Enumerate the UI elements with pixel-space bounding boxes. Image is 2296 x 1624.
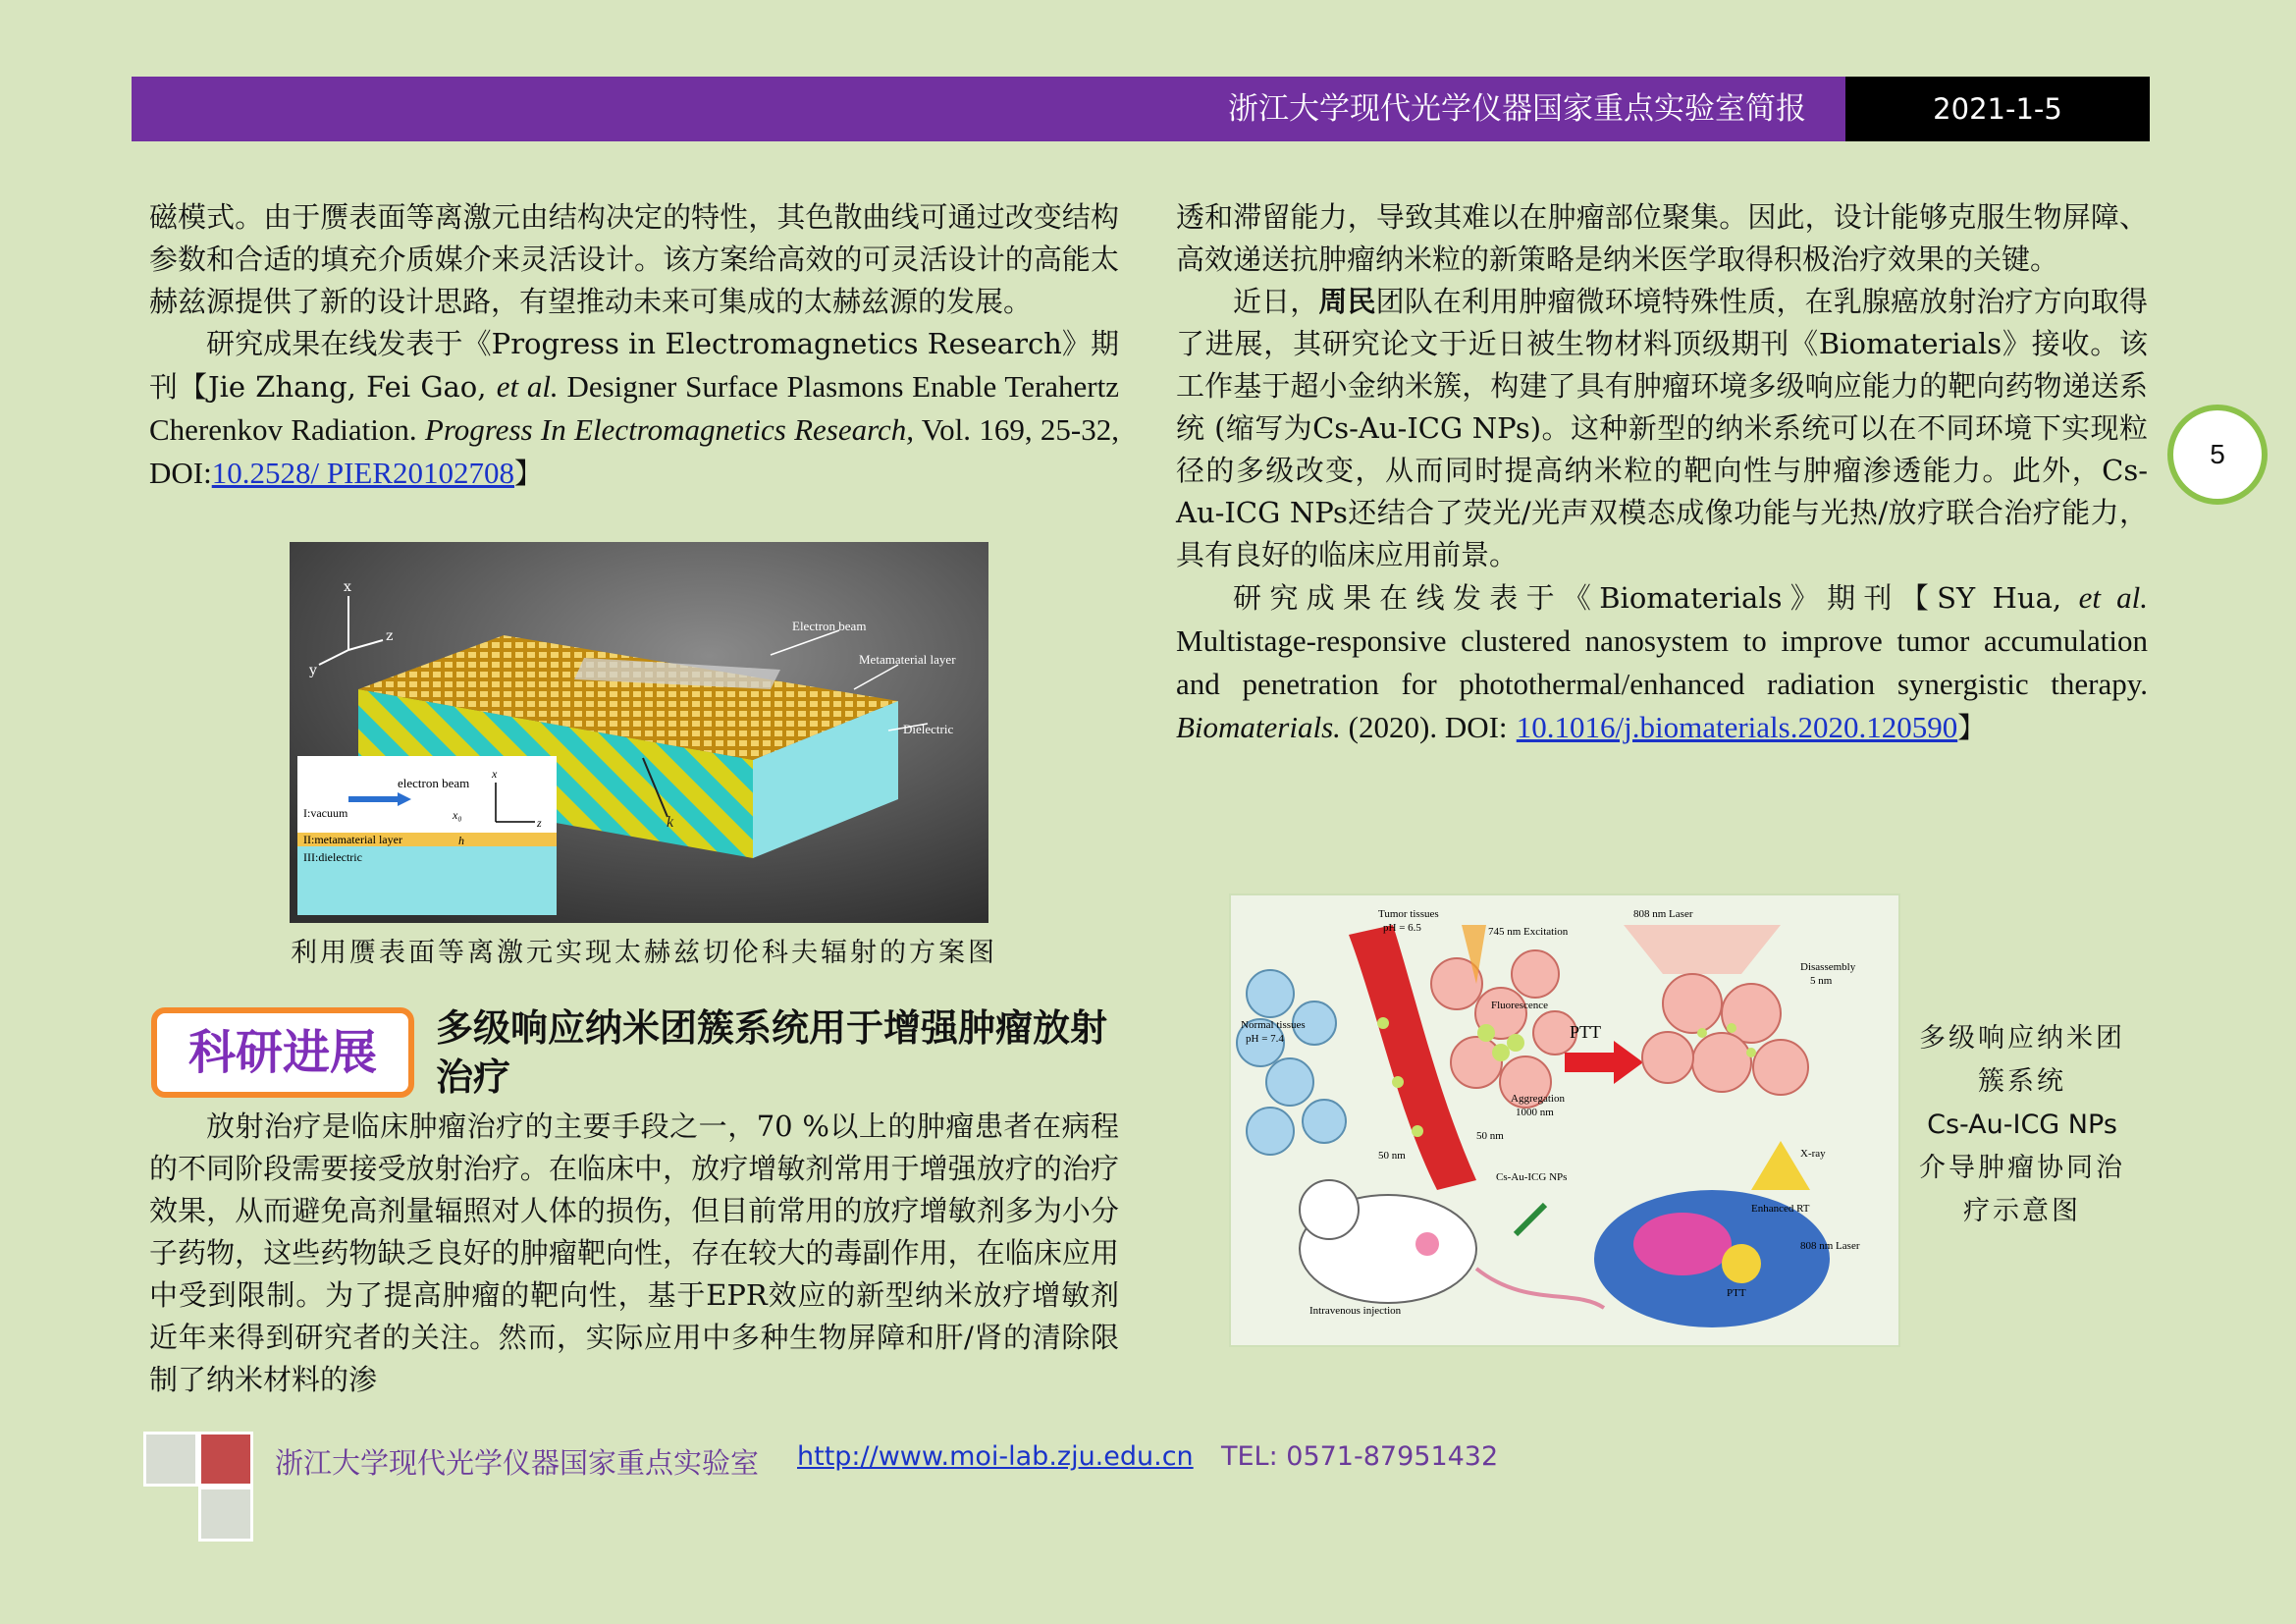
inset-axis-x: x — [492, 767, 498, 781]
label-aggregation: Aggregation — [1511, 1093, 1565, 1105]
label-fluorescence: Fluorescence — [1491, 1000, 1549, 1011]
footer-url[interactable]: http://www.moi-lab.zju.edu.cn — [797, 1441, 1194, 1472]
paragraph-text: 近日， — [1233, 285, 1319, 318]
doi-link[interactable]: 10.1016/j.biomaterials.2020.120590 — [1516, 710, 1958, 744]
label-5nm: 5 nm — [1810, 975, 1833, 987]
paragraph: 放射治疗是临床肿瘤治疗的主要手段之一，70 %以上的肿瘤患者在病程的不同阶段需要接受放射治疗。在临床中，放疗增敏剂常用于增强放疗的治疗效果，从而避免高剂量辐照对人体的损伤，但目前常用的放疗增敏剂多为小分子药物，这些药物缺乏良好的肿瘤靶向性，存在较大的毒副作用，在临床应用中受到限制。为了提高肿瘤的靶向性，基于EPR效应的新型纳米放疗增敏剂近年来得到研究者的关注。然而，实际应用中多种生物屏障和肝/肾的清除限制了纳米材料的渗 — [149, 1110, 1119, 1396]
label-xray: X-ray — [1800, 1148, 1826, 1160]
label-iv-injection: Intravenous injection — [1309, 1305, 1402, 1317]
citation-end: 】 — [514, 457, 544, 490]
caption-line: 介导肿瘤协同治 — [1919, 1153, 2125, 1183]
citation-end: 】 — [1957, 711, 1987, 744]
caption-line: 多级响应纳米团 — [1919, 1023, 2125, 1054]
axis-z-label: z — [386, 628, 394, 644]
inset-vacuum: I:vacuum — [303, 806, 348, 820]
citation-italic: et al. — [2078, 580, 2148, 615]
label-tumor-tissues: Tumor tissues — [1378, 908, 1439, 920]
header-date: 2021-1-5 — [1933, 92, 2062, 126]
inset-h: h — [458, 834, 464, 847]
citation-text: 研究成果在线发表于《Biomaterials》期刊【SY Hua, — [1233, 581, 2079, 615]
label-laser-bottom: 808 nm Laser — [1800, 1240, 1860, 1252]
label-laser-top: 808 nm Laser — [1633, 908, 1693, 920]
footer-lab-name: 浙江大学现代光学仪器国家重点实验室 — [275, 1446, 760, 1480]
label-normal-tissues: Normal tissues — [1241, 1019, 1306, 1031]
section-badge: 科研进展 — [151, 1007, 414, 1098]
side-caption — [1914, 1017, 2130, 1233]
footer-tel: TEL: 0571-87951432 — [1221, 1441, 1499, 1472]
citation-paragraph — [149, 323, 1119, 495]
inset-meta: II:metamaterial layer — [303, 833, 402, 846]
label-50nm-b: 50 nm — [1378, 1150, 1406, 1162]
citation-italic: et al. — [496, 369, 559, 404]
label-k: k — [667, 814, 674, 831]
label-ph65: pH = 6.5 — [1383, 922, 1421, 934]
citation-paragraph — [1176, 576, 2148, 749]
label-disassembly: Disassembly — [1800, 961, 1856, 973]
terahertz-schematic — [290, 542, 988, 923]
figure-caption: 利用赝表面等离激元实现太赫兹切伦科夫辐射的方案图 — [291, 938, 997, 968]
label-ptt-bottom: PTT — [1727, 1287, 1746, 1299]
doi-link[interactable]: 10.2528/ PIER20102708 — [211, 456, 515, 490]
label-enhanced-rt: Enhanced RT — [1751, 1203, 1810, 1215]
section-title: 多级响应纳米团簇系统用于增强肿瘤放射治疗 — [436, 1006, 1108, 1099]
axis-y-label: y — [309, 663, 317, 678]
footer-square — [143, 1432, 198, 1487]
label-ph74: pH = 7.4 — [1246, 1033, 1284, 1045]
page-number: 5 — [2167, 405, 2268, 505]
inset-dielectric: III:dielectric — [303, 850, 362, 864]
paragraph-text: 团队在利用肿瘤微环境特殊性质，在乳腺癌放射治疗方向取得了进展，其研究论文于近日被生物材料顶级期刊《Biomaterials》接收。该工作基于超小金纳米簇，构建了具有肿瘤环境多级响应能力的靶向药物递送系统 (缩写为Cs-Au-ICG NPs)。这种新型的纳米系统可以在不同环境下实现粒径的多级改变，从而同时提高纳米粒的靶向性与肿瘤渗透能力。此外，Cs-Au-ICG NPs还结合了荧光/光声双模态成像功能与光热/放疗联合治疗能力，具有良好的临床应用前景。 — [1176, 285, 2148, 571]
caption-line: Cs-Au-ICG NPs — [1927, 1110, 2117, 1140]
label-ptt: PTT — [1570, 1022, 1602, 1042]
footer-square — [198, 1432, 253, 1487]
terahertz-figure — [290, 542, 988, 923]
left-column-bottom — [149, 1106, 1119, 1401]
journal-name: Biomaterials. — [1176, 710, 1341, 744]
citation-volume: Vol. 169, 25-32, DOI: — [149, 412, 1119, 490]
inset-electron-beam: electron beam — [398, 776, 470, 790]
inset-x0: x₀ — [453, 808, 462, 822]
caption-line: 疗示意图 — [1963, 1196, 2081, 1226]
header-title: 浙江大学现代光学仪器国家重点实验室简报 — [1228, 91, 1806, 127]
nanosystem-figure — [1229, 893, 1900, 1347]
label-metamaterial: Metamaterial layer — [859, 652, 956, 667]
footer-square — [198, 1487, 253, 1542]
label-electron-beam: Electron beam — [792, 619, 867, 633]
citation-text: Multistage-responsive clustered nanosystem to improve tumor accumulation and penetration for photothermal/enhanced radiation synergistic therapy. — [1176, 623, 2148, 701]
label-1000nm: 1000 nm — [1516, 1107, 1554, 1118]
label-dielectric: Dielectric — [903, 722, 954, 736]
paragraph — [1176, 281, 2148, 576]
citation-year: (2020). DOI: — [1340, 710, 1508, 744]
journal-name: Progress In Electromagnetics Research, — [424, 412, 915, 447]
label-excitation: 745 nm Excitation — [1488, 926, 1569, 938]
citation-text: 研究成果在线发表于《Progress in Electromagnetics Research》期刊【Jie Zhang, Fei Gao, — [149, 327, 1119, 404]
inset-axis-z: z — [537, 816, 542, 830]
left-column-top — [149, 196, 1119, 495]
paragraph: 磁模式。由于赝表面等离激元由结构决定的特性，其色散曲线可通过改变结构参数和合适的填充介质媒介来灵活设计。该方案给高效的可灵活设计的高能太赫兹源提供了新的设计思路，有望推动未来可集成的太赫兹源的发展。 — [149, 200, 1119, 318]
axis-x-label: x — [344, 579, 351, 595]
caption-line: 簇系统 — [1978, 1066, 2066, 1097]
nanosystem-schematic — [1231, 895, 1900, 1347]
author-name: 周民 — [1318, 285, 1376, 318]
right-column — [1176, 196, 2148, 749]
label-np: Cs-Au-ICG NPs — [1496, 1171, 1568, 1183]
citation-text: Designer Surface Plasmons Enable Terahertz Cherenkov Radiation. — [149, 369, 1119, 447]
label-50nm-a: 50 nm — [1476, 1130, 1504, 1142]
paragraph: 透和滞留能力，导致其难以在肿瘤部位聚集。因此，设计能够克服生物屏障、高效递送抗肿瘤纳米粒的新策略是纳米医学取得积极治疗效果的关键。 — [1176, 200, 2148, 276]
